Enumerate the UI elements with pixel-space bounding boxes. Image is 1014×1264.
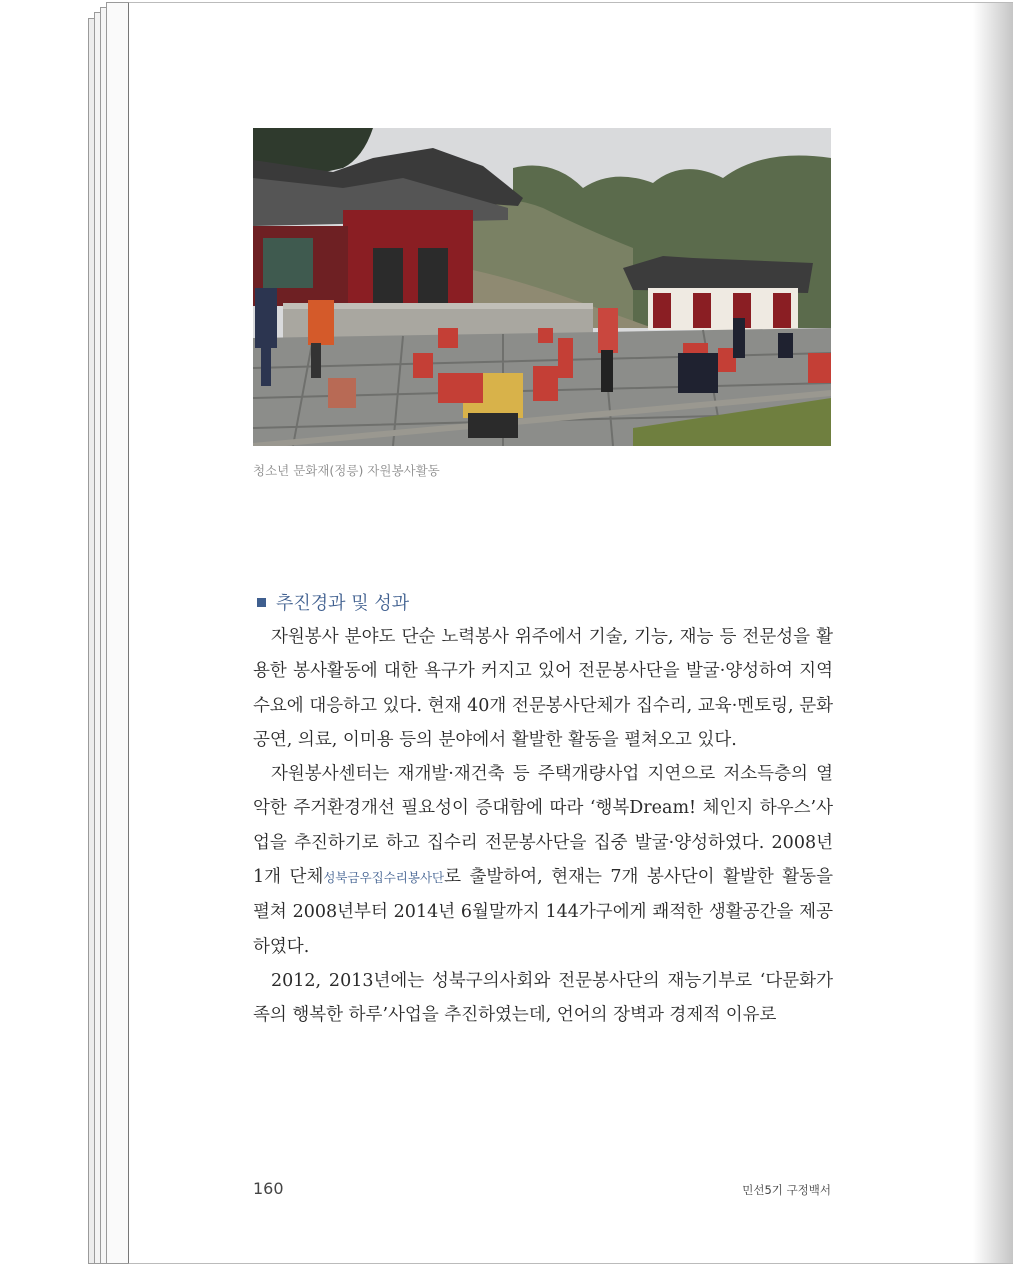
- section-heading: [253, 589, 409, 615]
- body-text: [253, 620, 833, 1033]
- paragraph: 2012, 2013년에는 성북구의사회와 전문봉사단의 재능기부로 ‘다문화가족의 행복한 하루’사업을 추진하였는데, 언어의 장벽과 경제적 이유로: [253, 970, 833, 1026]
- book-page-edges: [88, 2, 132, 1264]
- paragraph: [253, 757, 833, 964]
- section-heading-text: 추진경과 및 성과: [276, 593, 410, 614]
- running-title: 민선5기 구정백서: [742, 1183, 831, 1197]
- book-page: [128, 2, 1013, 1264]
- page-gutter-shadow: [973, 3, 1013, 1263]
- volunteer-activity-photo: [253, 128, 831, 446]
- inline-note: 성북금우집수리봉사단: [323, 870, 445, 886]
- page-number: 160: [253, 1179, 284, 1198]
- square-bullet-icon: [257, 598, 266, 607]
- paragraph: 자원봉사 분야도 단순 노력봉사 위주에서 기술, 기능, 재능 등 전문성을 활용한 봉사활동에 대한 욕구가 커지고 있어 전문봉사단을 발굴·양성하여 지역수요에 대응하고 있다. 현재 40개 전문봉사단체가 집수리, 교육·멘토링, 문화공연, 의료, 이미용 등의 분야에서 활발한 활동을 펼쳐오고 있다.: [253, 627, 833, 750]
- photo-caption: 청소년 문화재(정릉) 자원봉사활동: [253, 463, 440, 478]
- paragraph-text: 자원봉사센터는 재개발·재건축 등 주택개량사업 지연으로 저소득층의 열악한 주거환경개선 필요성이 증대함에 따라 ‘행복Dream! 체인지 하우스’사업을 추진하기로 하고 집수리 전문봉사단을 집중 발굴·양성하였다. 2008년 1개 단체: [253, 764, 833, 888]
- paragraph-text: 로 출발하여, 현재는 7개 봉사단이 활발한 활동을 펼쳐 2008년부터 2014년 6월말까지 144가구에게 쾌적한 생활공간을 제공하였다.: [253, 867, 833, 957]
